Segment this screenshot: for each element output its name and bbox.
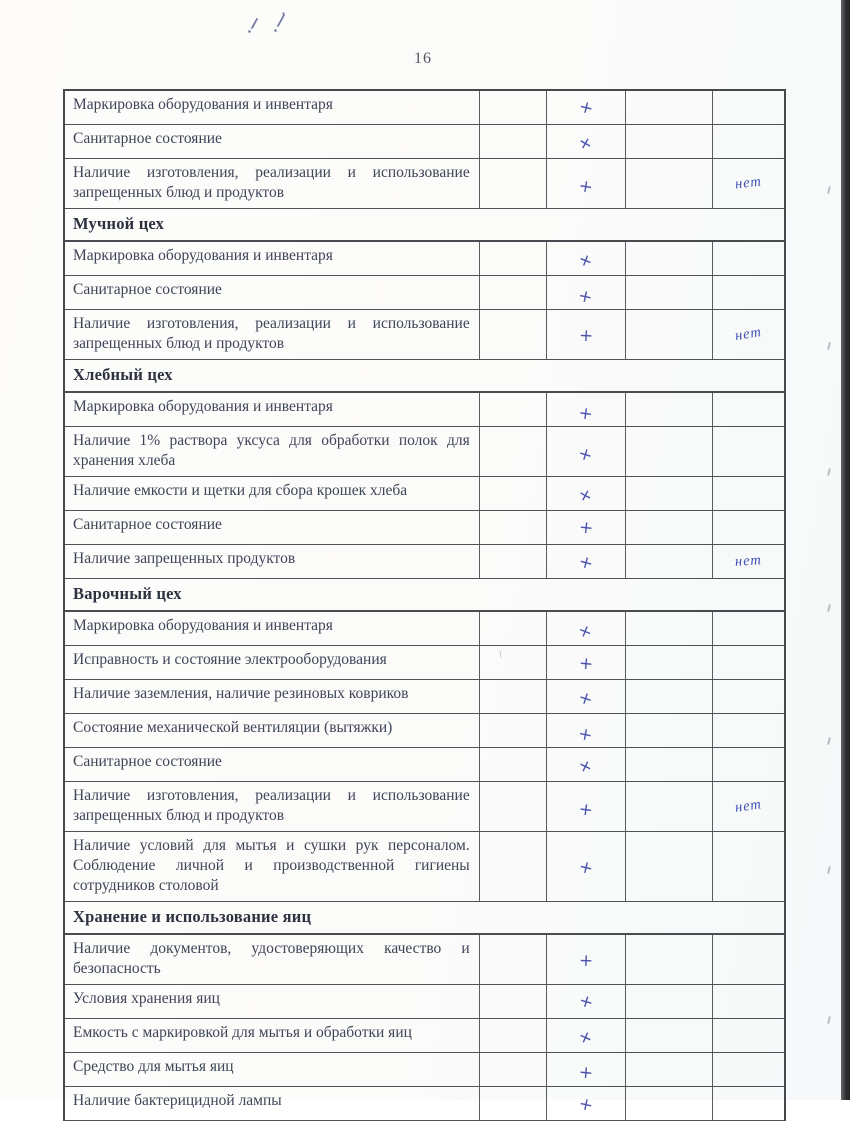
handwritten-check-icon: + [574, 483, 597, 508]
cell-check [547, 680, 626, 713]
cell-note [713, 276, 784, 309]
table-row [65, 748, 784, 782]
cell-blank-1 [480, 612, 548, 645]
handwritten-check-icon: + [577, 798, 595, 821]
cell-check [547, 832, 626, 901]
cell-check [547, 782, 626, 831]
cell-check [547, 91, 626, 124]
handwritten-check-icon: + [576, 723, 595, 746]
handwritten-check-icon: + [577, 1061, 594, 1084]
cell-blank-2 [626, 832, 714, 901]
cell-note [713, 427, 784, 476]
cell-note [713, 935, 784, 984]
table-row [65, 511, 784, 545]
margin-tick [827, 468, 831, 476]
cell-blank-1 [480, 1087, 548, 1120]
cell-blank-1 [480, 125, 548, 158]
margin-tick [827, 342, 831, 350]
inspection-table [63, 89, 786, 1121]
cell-note [713, 832, 784, 901]
margin-tick [827, 737, 831, 745]
stray-pen-mark: \ [497, 648, 503, 661]
cell-check [547, 125, 626, 158]
cell-blank-2 [626, 91, 714, 124]
cell-blank-1 [480, 393, 548, 426]
cell-blank-2 [626, 646, 714, 679]
row-label: Наличие заземления, наличие резиновых ковриков [65, 680, 480, 713]
handwritten-check-icon: + [578, 652, 595, 675]
table-row [65, 782, 784, 832]
row-label: Маркировка оборудования и инвентаря [65, 612, 480, 645]
handwritten-check-icon: + [577, 175, 595, 198]
cell-note [713, 782, 784, 831]
cell-note [713, 612, 784, 645]
cell-blank-1 [480, 427, 548, 476]
row-label: Состояние механической вентиляции (вытяжки) [65, 714, 480, 747]
handwritten-check-icon: + [574, 754, 597, 779]
row-label: Условия хранения яиц [65, 985, 480, 1018]
cell-blank-1 [480, 310, 548, 359]
cell-note [713, 545, 784, 578]
table-row [65, 646, 784, 680]
table-row [65, 242, 784, 276]
cell-note [713, 310, 784, 359]
cell-check [547, 748, 626, 781]
handwritten-check-icon: + [577, 402, 595, 425]
cell-blank-1 [480, 782, 548, 831]
handwritten-note: нет [734, 552, 763, 570]
margin-tick [827, 866, 831, 874]
row-label: Наличие бактерицидной лампы [65, 1087, 480, 1120]
cell-check [547, 159, 626, 208]
cell-check [547, 276, 626, 309]
cell-check [547, 427, 626, 476]
cell-check [547, 1019, 626, 1052]
cell-blank-2 [626, 714, 714, 747]
margin-tick [827, 604, 831, 612]
cell-blank-2 [626, 782, 714, 831]
cell-blank-1 [480, 276, 548, 309]
row-label: Наличие изготовления, реализации и использование запрещенных блюд и продуктов [65, 782, 480, 831]
section-title: Варочный цех [73, 584, 182, 603]
table-row [65, 477, 784, 511]
row-label: Наличие запрещенных продуктов [65, 545, 480, 578]
row-label: Наличие изготовления, реализации и использование запрещенных блюд и продуктов [65, 310, 480, 359]
page-number: 16 [414, 50, 432, 67]
row-label: Маркировка оборудования и инвентаря [65, 242, 480, 275]
table-row [65, 125, 784, 159]
handwritten-check-icon: + [573, 131, 597, 156]
cell-note [713, 985, 784, 1018]
section-row [65, 902, 784, 935]
cell-blank-2 [626, 159, 714, 208]
cell-note [713, 1053, 784, 1086]
handwritten-check-icon: + [575, 686, 596, 711]
cell-blank-2 [626, 427, 714, 476]
table-row [65, 680, 784, 714]
row-label: Емкость с маркировкой для мытья и обработки яиц [65, 1019, 480, 1052]
cell-note [713, 91, 784, 124]
cell-blank-1 [480, 545, 548, 578]
cell-blank-1 [480, 1053, 548, 1086]
cell-check [547, 393, 626, 426]
cell-note [713, 748, 784, 781]
cell-blank-2 [626, 1087, 714, 1120]
margin-tick [827, 186, 831, 194]
cell-check [547, 1053, 626, 1086]
handwritten-note: нет [734, 796, 764, 816]
table-row [65, 545, 784, 579]
handwritten-check-icon: + [574, 619, 596, 644]
cell-check [547, 714, 626, 747]
table-row [65, 985, 784, 1019]
handwritten-note: нет [734, 173, 763, 193]
cell-blank-2 [626, 935, 714, 984]
cell-check [547, 242, 626, 275]
handwritten-check-icon: + [576, 856, 596, 879]
cell-blank-2 [626, 680, 714, 713]
cell-blank-1 [480, 242, 548, 275]
cell-blank-2 [626, 545, 714, 578]
row-label: Исправность и состояние электрооборудования [65, 646, 480, 679]
cell-note [713, 511, 784, 544]
cell-note [713, 680, 784, 713]
cell-blank-1 [480, 91, 548, 124]
cell-check [547, 646, 626, 679]
table-row [65, 310, 784, 360]
cell-blank-1 [480, 680, 548, 713]
cell-blank-2 [626, 511, 714, 544]
cell-blank-2 [626, 310, 714, 359]
table-row [65, 1019, 784, 1053]
cell-check [547, 935, 626, 984]
table-row [65, 91, 784, 125]
cell-blank-1 [480, 477, 548, 510]
handwritten-check-icon: + [577, 516, 595, 539]
handwritten-check-icon: + [578, 950, 594, 971]
cell-check [547, 310, 626, 359]
cell-blank-1 [480, 646, 548, 679]
handwritten-note: нет [734, 323, 764, 345]
cell-blank-2 [626, 748, 714, 781]
table-row [65, 1053, 784, 1087]
cell-blank-1 [480, 714, 548, 747]
cell-note [713, 646, 784, 679]
cell-blank-2 [626, 1019, 714, 1052]
cell-blank-1 [480, 985, 548, 1018]
handwritten-check-icon: + [576, 285, 595, 308]
row-label: Санитарное состояние [65, 511, 480, 544]
margin-tick [827, 1016, 831, 1024]
cell-check [547, 477, 626, 510]
row-label: Наличие документов, удостоверяющих качество и безопасность [65, 935, 480, 984]
cell-note [713, 159, 784, 208]
row-label: Наличие условий для мытья и сушки рук персоналом. Соблюдение личной и производственной гигиены сотрудников столовой [65, 832, 480, 901]
handwritten-check-icon: + [578, 325, 594, 346]
cell-blank-1 [480, 832, 548, 901]
cell-blank-2 [626, 242, 714, 275]
cell-note [713, 714, 784, 747]
handwritten-check-icon: + [576, 550, 596, 574]
table-row [65, 276, 784, 310]
row-label: Средство для мытья яиц [65, 1053, 480, 1086]
cell-note [713, 1087, 784, 1120]
section-row [65, 209, 784, 242]
cell-note [713, 393, 784, 426]
cell-blank-1 [480, 159, 548, 208]
table-row [65, 714, 784, 748]
table-row [65, 612, 784, 646]
cell-blank-2 [626, 1053, 714, 1086]
handwritten-check-icon: + [574, 1025, 596, 1050]
row-label: Санитарное состояние [65, 276, 480, 309]
section-title: Хранение и использование яиц [73, 907, 312, 926]
cell-check [547, 1087, 626, 1120]
cell-blank-1 [480, 935, 548, 984]
table-row [65, 1087, 784, 1121]
cell-check [547, 545, 626, 578]
section-row [65, 360, 784, 393]
scan-edge-strip [841, 0, 850, 1100]
cell-note [713, 477, 784, 510]
handwritten-check-icon: + [576, 96, 596, 119]
cell-blank-2 [626, 125, 714, 158]
row-label: Наличие изготовления, реализации и использование запрещенных блюд и продуктов [65, 159, 480, 208]
row-label: Санитарное состояние [65, 748, 480, 781]
row-label: Маркировка оборудования и инвентаря [65, 393, 480, 426]
handwritten-check-icon: + [576, 989, 596, 1014]
cell-note [713, 1019, 784, 1052]
row-label: Наличие емкости и щетки для сбора крошек хлеба [65, 477, 480, 510]
row-label: Санитарное состояние [65, 125, 480, 158]
cell-blank-2 [626, 612, 714, 645]
section-row [65, 579, 784, 612]
cell-blank-2 [626, 393, 714, 426]
table-row [65, 427, 784, 477]
cell-check [547, 612, 626, 645]
handwritten-check-icon: + [575, 248, 596, 273]
table-row [65, 935, 784, 985]
cell-note [713, 125, 784, 158]
cell-blank-2 [626, 276, 714, 309]
cell-check [547, 985, 626, 1018]
row-label: Маркировка оборудования и инвентаря [65, 91, 480, 124]
table-row [65, 159, 784, 209]
table-row [65, 832, 784, 902]
pen-scribble-icon [243, 8, 303, 40]
cell-blank-1 [480, 1019, 548, 1052]
row-label: Наличие 1% раствора уксуса для обработки полок для хранения хлеба [65, 427, 480, 476]
cell-blank-2 [626, 985, 714, 1018]
table-row [65, 393, 784, 427]
cell-check [547, 511, 626, 544]
cell-blank-2 [626, 477, 714, 510]
handwritten-check-icon: + [575, 442, 595, 467]
handwritten-check-icon: + [576, 1093, 595, 1116]
cell-blank-1 [480, 511, 548, 544]
cell-note [713, 242, 784, 275]
cell-blank-1 [480, 748, 548, 781]
section-title: Хлебный цех [73, 365, 173, 384]
section-title: Мучной цех [73, 214, 165, 233]
